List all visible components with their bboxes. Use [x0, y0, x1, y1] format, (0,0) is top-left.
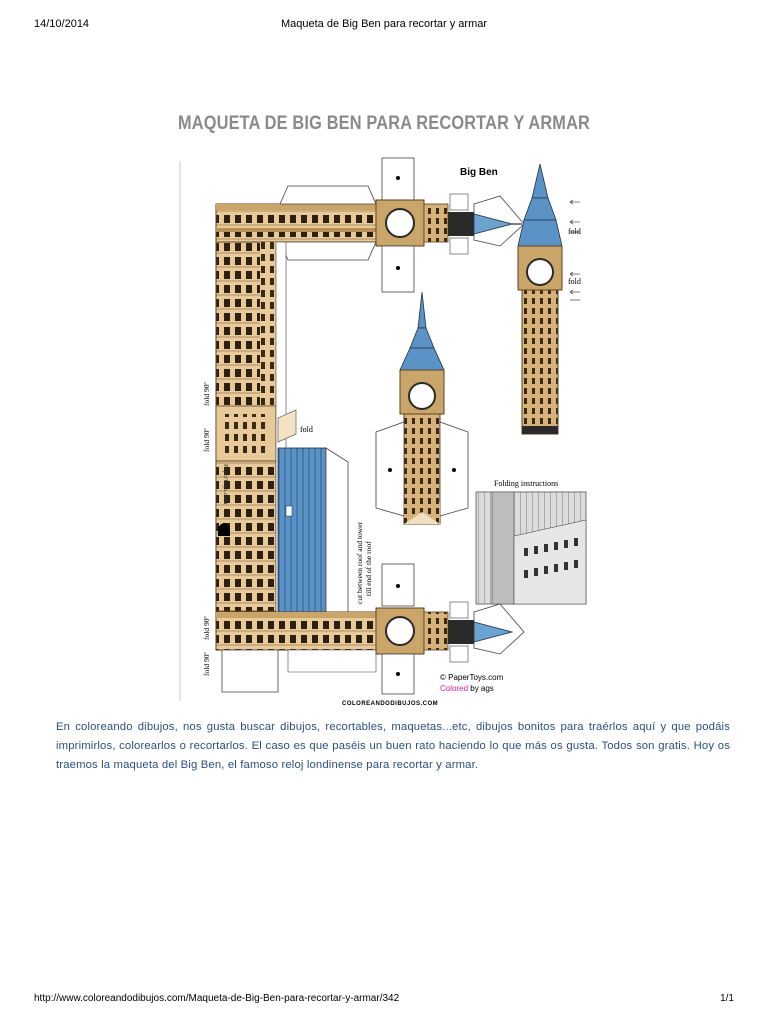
page-heading: MAQUETA DE BIG BEN PARA RECORTAR Y ARMAR — [177, 113, 591, 134]
big-ben-label: Big Ben — [460, 167, 498, 178]
fold-90-label-3: fold 90º — [202, 652, 211, 676]
print-date: 14/10/2014 — [34, 18, 90, 30]
middle-tower — [376, 292, 468, 524]
roof-panel — [278, 448, 348, 612]
colored-by-credit — [440, 684, 494, 693]
body-paragraph: En coloreando dibujos, nos gusta buscar dibujos, recortables, maquetas...etc, dibujos bonitos para traérlos aquí y que podáis imprimirlos, colorearlos o recortarlos. El caso es que paséis un buen rato haciendo lo que más os gusta. Todos son gratis. Hoy os traemos la maqueta del Big Ben, el famoso reloj londinense para recortar y armar. — [56, 721, 730, 771]
folding-instructions-image — [476, 492, 586, 604]
papertoys-vertical-text: PaperToys.com — [222, 464, 229, 505]
print-page-title: Maqueta de Big Ben para recortar y armar — [280, 18, 488, 30]
fold-90-label-4: fold 90º — [202, 616, 211, 640]
right-tower — [518, 164, 580, 434]
fold-90-label-1: fold 90º — [202, 428, 211, 452]
site-logo: COLOREANDODIBUJOS.COM — [342, 701, 439, 706]
folding-instructions-label: Folding instructions — [494, 479, 559, 488]
fold-label-3: fold — [300, 425, 313, 434]
fold-90-label-2: fold 90º — [202, 382, 211, 406]
top-tower-piece — [376, 158, 524, 292]
fold-label-2: fold — [568, 277, 581, 286]
cut-note-line-2: till end of the roof — [364, 541, 373, 596]
papertoys-credit: © PaperToys.com — [440, 673, 504, 682]
colored-word: Colored — [440, 684, 469, 693]
by-ags: by ags — [468, 684, 494, 693]
fold-label-1: fold — [568, 227, 581, 236]
cut-note-line-1: cut between roof and tower — [355, 521, 364, 604]
bottom-wing-strip — [216, 612, 376, 692]
big-ben-paper-model — [178, 156, 598, 706]
footer-page-number: 1/1 — [720, 993, 734, 1004]
footer-url: http://www.coloreandodibujos.com/Maqueta-de-Big-Ben-para-recortar-y-armar/342 — [34, 993, 400, 1004]
